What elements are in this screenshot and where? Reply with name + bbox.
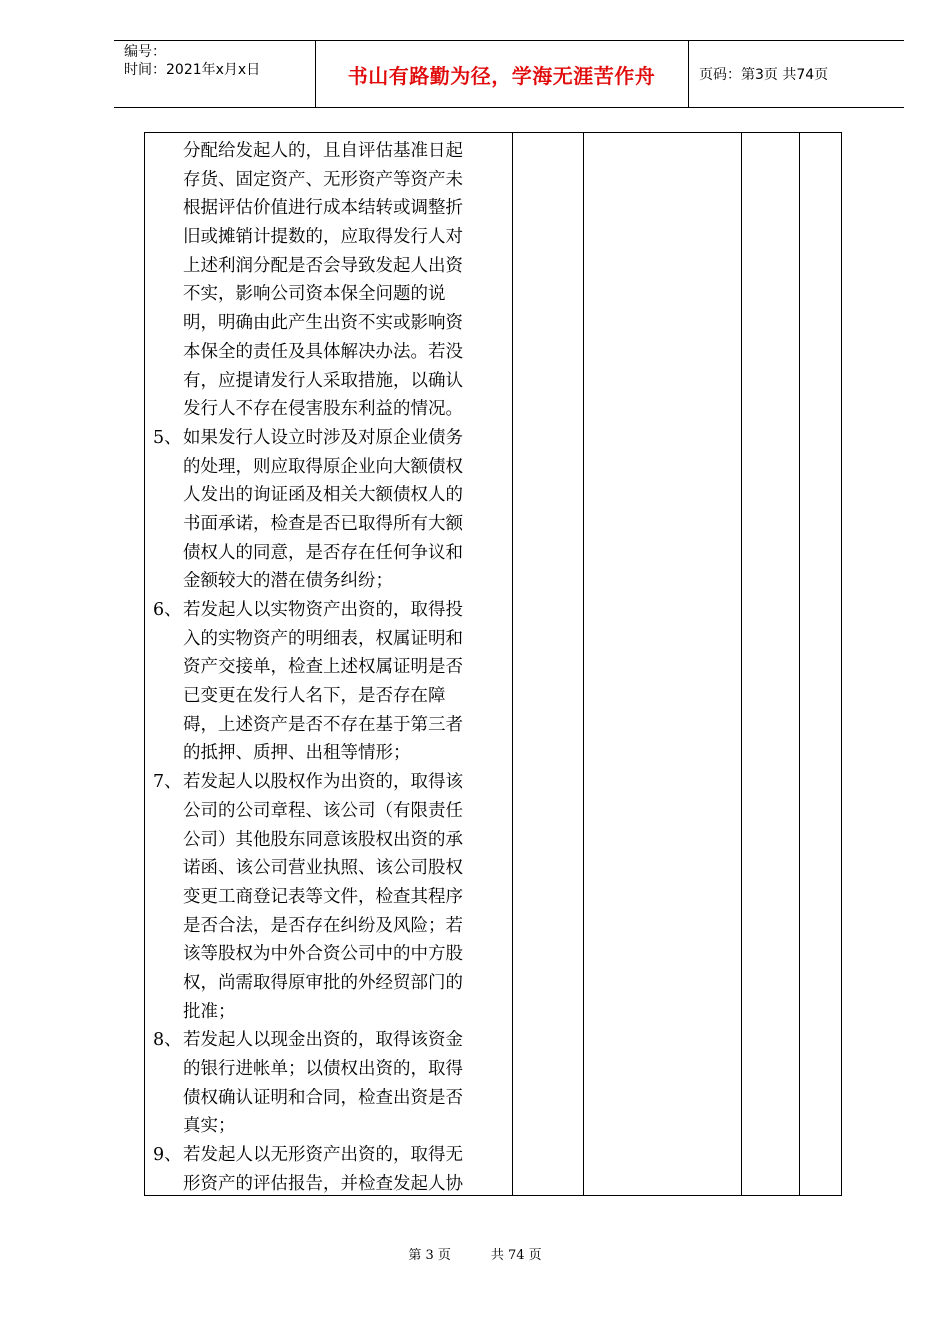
content-line bbox=[153, 539, 513, 568]
line-text: 发行人不存在侵害股东利益的情况。 bbox=[183, 399, 463, 420]
content-line bbox=[153, 1170, 513, 1199]
page-header bbox=[114, 40, 904, 108]
item-number: 9、 bbox=[153, 1145, 182, 1166]
column-divider bbox=[583, 133, 584, 1195]
content-line bbox=[153, 682, 513, 711]
content-line bbox=[153, 338, 513, 367]
motto-text: 书山有路勤为径，学海无涯苦作舟 bbox=[347, 63, 656, 88]
content-line bbox=[153, 1084, 513, 1113]
column-divider bbox=[741, 133, 742, 1195]
line-text: 债权人的同意，是否存在任何争议和 bbox=[183, 542, 463, 563]
checklist-content bbox=[153, 137, 513, 1198]
line-text: 真实； bbox=[183, 1116, 236, 1137]
content-line bbox=[153, 481, 513, 510]
content-line bbox=[153, 883, 513, 912]
line-text: 的处理，则应取得原企业向大额债权 bbox=[183, 456, 463, 477]
content-line bbox=[153, 1055, 513, 1084]
content-line bbox=[153, 1141, 513, 1170]
line-text: 若发起人以无形资产出资的，取得无 bbox=[183, 1145, 463, 1166]
line-text: 如果发行人设立时涉及对原企业债务 bbox=[183, 427, 463, 448]
page-footer bbox=[0, 1244, 950, 1263]
item-number: 7、 bbox=[153, 772, 182, 793]
item-number: 5、 bbox=[153, 427, 182, 448]
content-line bbox=[153, 510, 513, 539]
content-line bbox=[153, 367, 513, 396]
line-text: 入的实物资产的明细表，权属证明和 bbox=[183, 628, 463, 649]
line-text: 存货、固定资产、无形资产等资产未 bbox=[183, 169, 463, 190]
line-text: 公司）其他股东同意该股权出资的承 bbox=[183, 829, 463, 850]
line-text: 分配给发起人的，且自评估基准日起 bbox=[183, 141, 463, 161]
content-line bbox=[153, 1112, 513, 1141]
content-line bbox=[153, 768, 513, 797]
line-text: 根据评估价值进行成本结转或调整折 bbox=[183, 198, 463, 219]
content-line bbox=[153, 252, 513, 281]
line-text: 诺函、该公司营业执照、该公司股权 bbox=[183, 858, 463, 879]
content-line bbox=[153, 625, 513, 654]
line-text: 明，明确由此产生出资不实或影响资 bbox=[183, 313, 463, 334]
content-line bbox=[153, 309, 513, 338]
doc-time-label: 时间：2021年x月x日 bbox=[124, 62, 261, 78]
line-text: 权，尚需取得原审批的外经贸部门的 bbox=[183, 972, 463, 993]
content-line bbox=[153, 739, 513, 768]
line-text: 已变更在发行人名下，是否存在障 bbox=[183, 686, 446, 707]
doc-meta bbox=[114, 41, 316, 107]
footer-total-pages: 共 74 页 bbox=[490, 1248, 542, 1263]
line-text: 金额较大的潜在债务纠纷； bbox=[183, 571, 393, 592]
line-text: 有，应提请发行人采取措施，以确认 bbox=[183, 370, 463, 391]
motto-cell bbox=[315, 41, 689, 107]
content-line bbox=[153, 596, 513, 625]
line-text: 资产交接单，检查上述权属证明是否 bbox=[183, 657, 463, 678]
checklist-table bbox=[144, 132, 842, 1196]
content-line bbox=[153, 826, 513, 855]
line-text: 的银行进帐单；以债权出资的，取得 bbox=[183, 1059, 463, 1079]
column-divider bbox=[799, 133, 800, 1195]
content-line bbox=[153, 395, 513, 424]
line-text: 不实，影响公司资本保全问题的说 bbox=[183, 284, 446, 305]
line-text: 批准； bbox=[183, 1001, 236, 1022]
content-line bbox=[153, 223, 513, 252]
line-text: 本保全的责任及具体解决办法。若没 bbox=[183, 341, 463, 362]
line-text: 人发出的询证函及相关大额债权人的 bbox=[183, 485, 463, 506]
line-text: 是否合法，是否存在纠纷及风险；若 bbox=[183, 915, 463, 936]
content-line bbox=[153, 194, 513, 223]
footer-page-number: 第 3 页 bbox=[408, 1248, 451, 1263]
content-line bbox=[153, 797, 513, 826]
content-line bbox=[153, 1026, 513, 1055]
content-line bbox=[153, 424, 513, 453]
line-text: 该等股权为中外合资公司中的中方股 bbox=[183, 944, 463, 965]
line-text: 旧或摊销计提数的，应取得发行人对 bbox=[183, 227, 463, 248]
content-line bbox=[153, 280, 513, 309]
item-number: 8、 bbox=[153, 1030, 182, 1051]
content-line bbox=[153, 912, 513, 941]
content-line bbox=[153, 940, 513, 969]
header-page-info: 页码：第3页 共74页 bbox=[699, 67, 829, 83]
line-text: 债权确认证明和合同，检查出资是否 bbox=[183, 1087, 463, 1108]
line-text: 公司的公司章程、该公司（有限责任 bbox=[183, 800, 463, 821]
content-line bbox=[153, 969, 513, 998]
line-text: 形资产的评估报告，并检查发起人协 bbox=[183, 1173, 463, 1194]
content-line bbox=[153, 166, 513, 195]
line-text: 若发起人以股权作为出资的，取得该 bbox=[183, 772, 463, 793]
line-text: 的抵押、质押、出租等情形； bbox=[183, 743, 411, 764]
content-line bbox=[153, 711, 513, 740]
content-line bbox=[153, 653, 513, 682]
content-line bbox=[153, 998, 513, 1027]
doc-code-label: 编号： bbox=[124, 44, 166, 60]
content-line bbox=[153, 453, 513, 482]
content-line bbox=[153, 137, 513, 166]
line-text: 若发起人以现金出资的，取得该资金 bbox=[183, 1030, 463, 1051]
line-text: 上述利润分配是否会导致发起人出资 bbox=[183, 255, 463, 276]
line-text: 变更工商登记表等文件，检查其程序 bbox=[183, 886, 463, 907]
line-text: 若发起人以实物资产出资的，取得投 bbox=[183, 600, 463, 620]
line-text: 书面承诺，检查是否已取得所有大额 bbox=[183, 513, 463, 534]
content-line bbox=[153, 567, 513, 596]
content-line bbox=[153, 854, 513, 883]
item-number: 6、 bbox=[153, 600, 182, 620]
line-text: 碍，上述资产是否不存在基于第三者 bbox=[183, 714, 463, 735]
